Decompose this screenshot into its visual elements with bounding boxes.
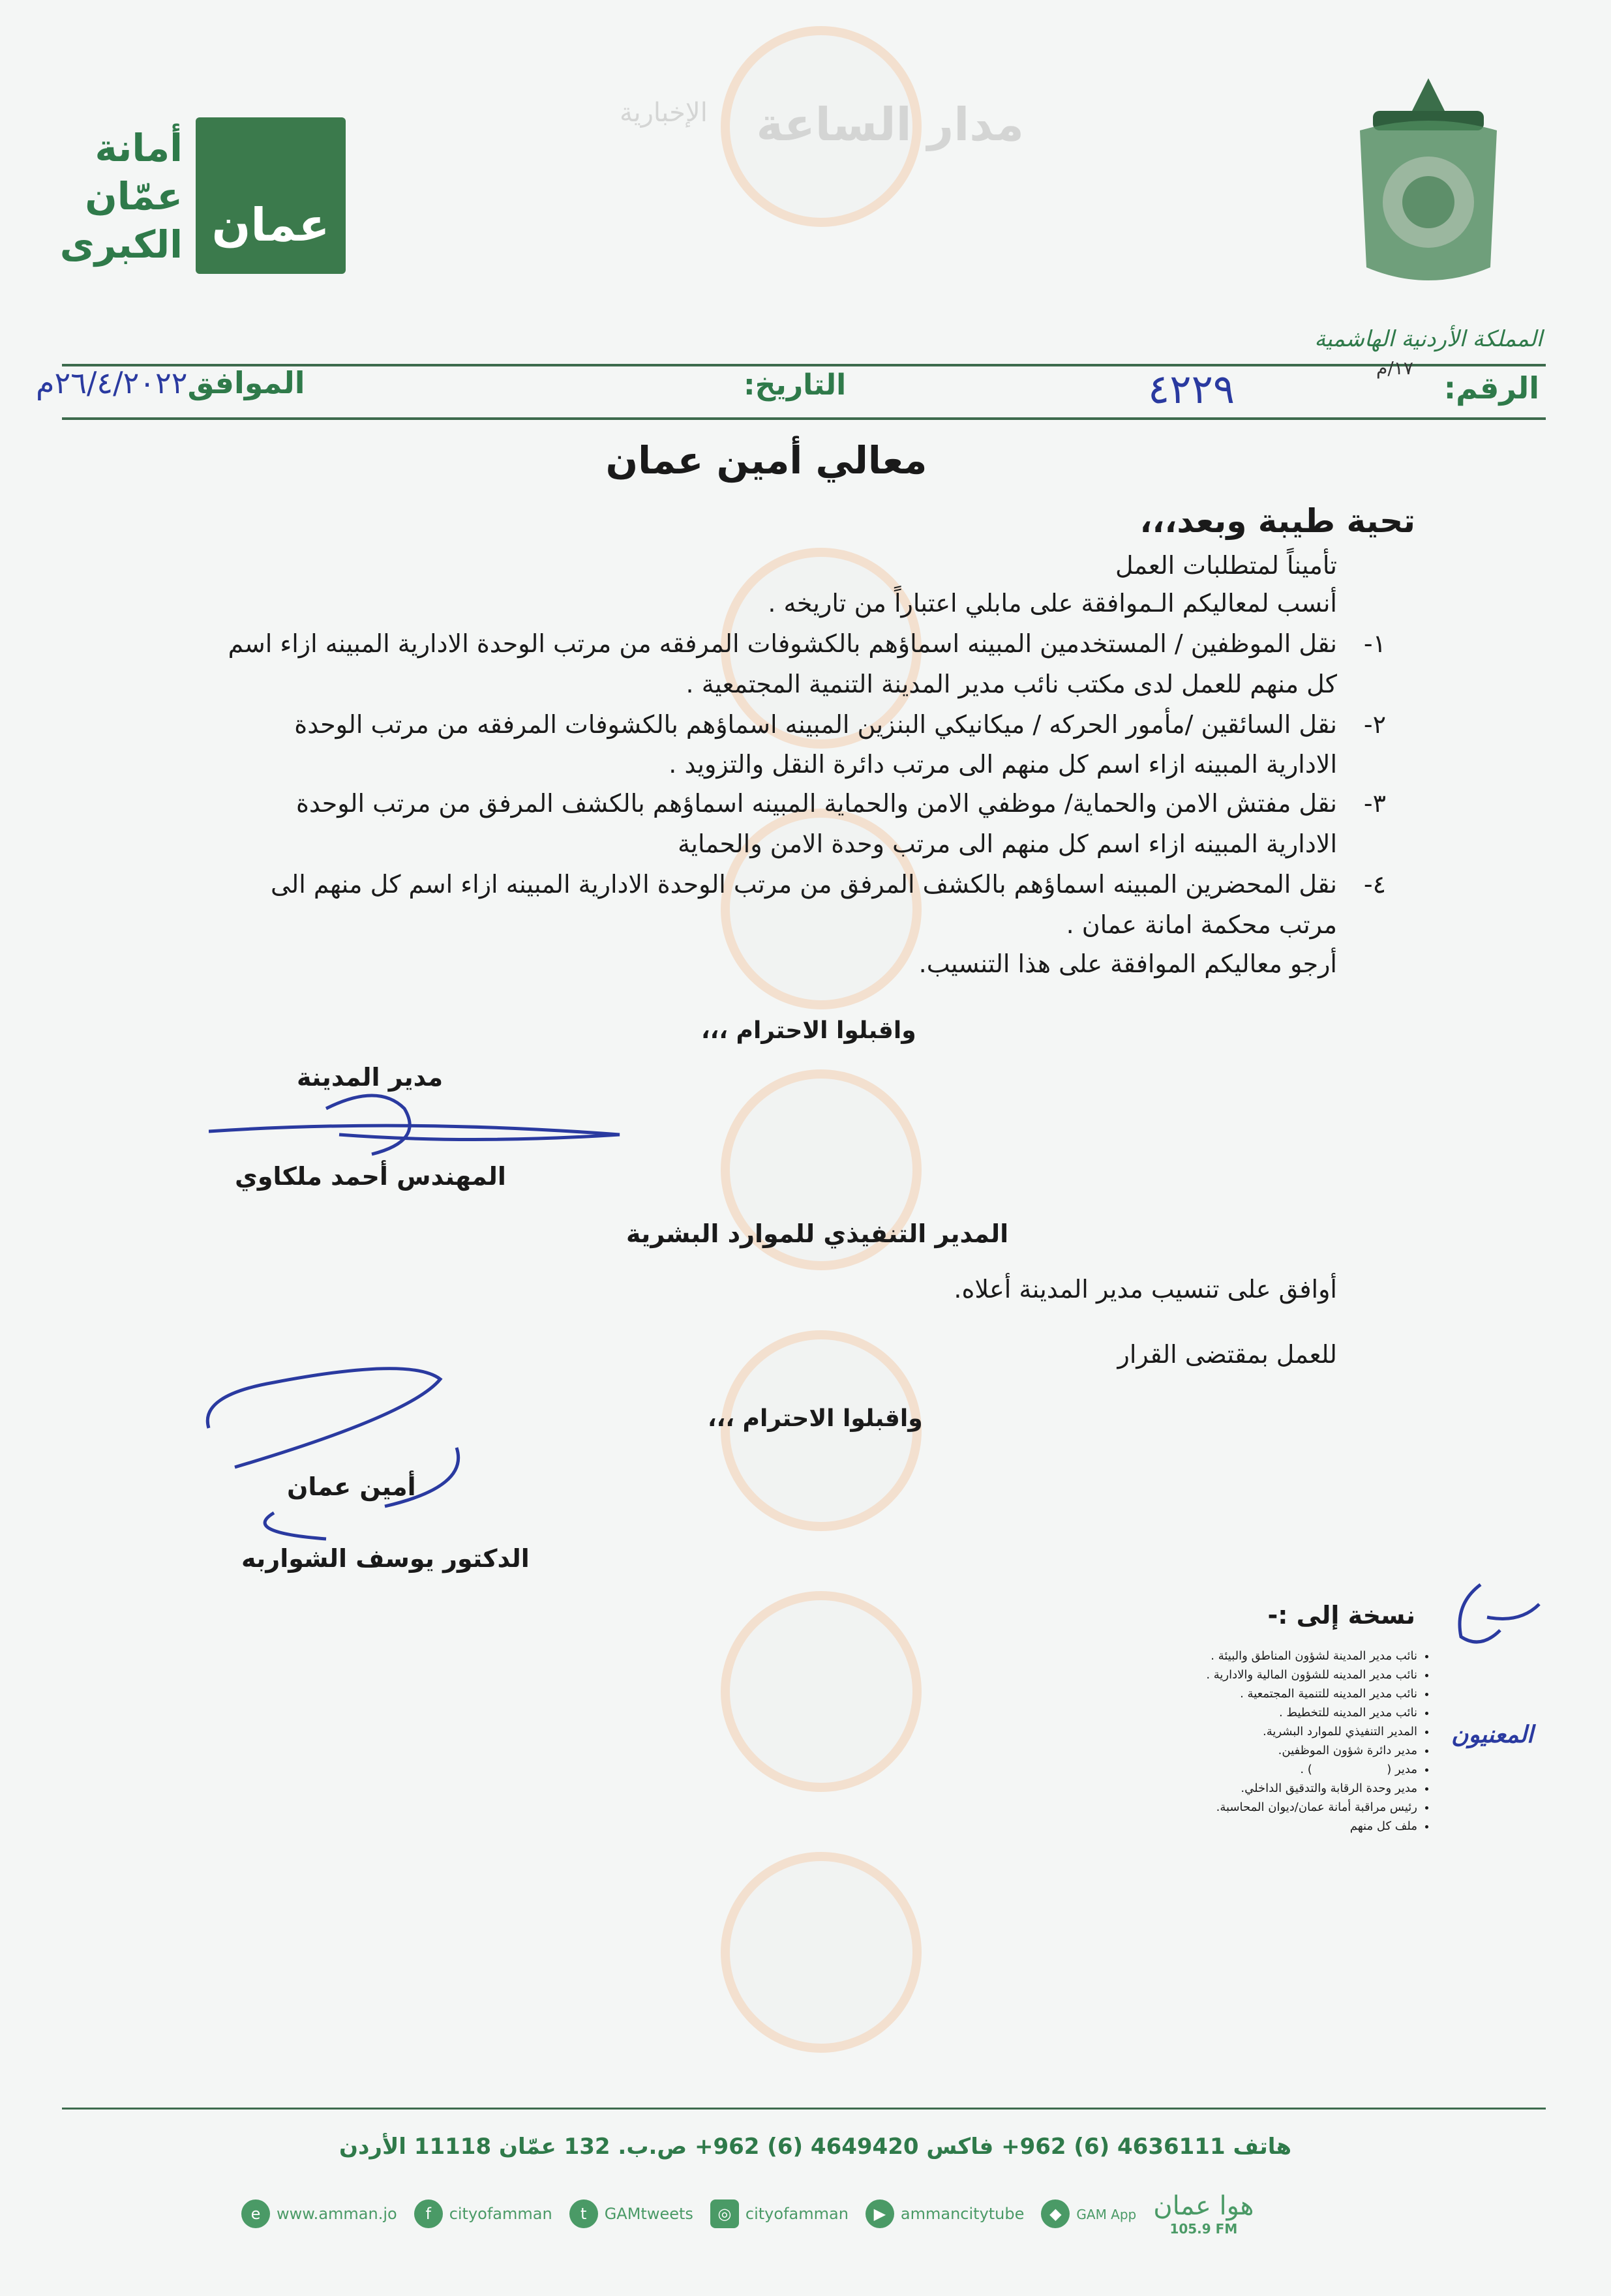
approval-line: للعمل بمقتضى القرار: [1117, 1340, 1337, 1369]
instagram-icon: ◎: [710, 2199, 739, 2228]
logo-line: أمانة: [95, 126, 183, 170]
watermark-sub: الإخبارية: [620, 98, 708, 128]
intro-line: أنسب لمعاليكم الـموافقة على مابلي اعتباراً من تاريخه .: [768, 589, 1337, 618]
gam-logo: [59, 117, 352, 280]
logo-mark: عمان: [196, 117, 346, 274]
regards: واقبلوا الاحترام ،،،: [701, 1017, 916, 1044]
ref-number: ٤٢٢٩: [1148, 365, 1235, 413]
social-label: www.amman.jo: [277, 2205, 397, 2223]
social-facebook[interactable]: [414, 2199, 552, 2228]
cc-list: [1206, 1647, 1432, 1836]
logo-line: الكبرى: [59, 222, 183, 267]
cc-item: • نائب مدير المدينة لشؤون المناطق والبيئة .: [1206, 1647, 1417, 1665]
intro-line: تأميناً لمتطلبات العمل: [1115, 551, 1337, 580]
cc-item: • مدير دائرة شؤون الموظفين.: [1206, 1741, 1417, 1760]
cc-item: • مدير وحدة الرقابة والتدقيق الداخلي.: [1206, 1779, 1417, 1798]
watermark-brand: مدار الساعة: [756, 98, 1024, 151]
header-divider-bottom: [62, 417, 1546, 420]
corresponding-date: ٢٦/٤/٢٠٢٢م: [36, 365, 188, 400]
signature-2: [196, 1356, 496, 1545]
initials-signature: [1441, 1578, 1546, 1663]
radio-logo: [1153, 2191, 1254, 2237]
item-line: الادارية المبينه ازاء اسم كل منهم الى مرتب دائرة النقل والتزويد .: [669, 750, 1337, 779]
social-label: GAM App: [1076, 2207, 1137, 2222]
addressee: معالي أمين عمان: [605, 438, 927, 483]
android-icon: ◆: [1041, 2199, 1070, 2228]
item-line: مرتب محكمة امانة عمان .: [1066, 910, 1337, 939]
greeting: تحية طيبة وبعد،،،: [1139, 502, 1415, 540]
watermark: [607, 26, 1024, 241]
signature-1: [209, 1056, 626, 1161]
jordan-emblem: [1334, 72, 1523, 320]
signatory1-title: مدير المدينة: [297, 1063, 444, 1092]
cc-item: • نائب مدير المدينه للتنمية المجتمعية .: [1206, 1684, 1417, 1703]
cc-item: • نائب مدير المدينه للتخطيط .: [1206, 1703, 1417, 1722]
cc-item: • رئيس مراقبة أمانة عمان/ديوان المحاسبة.: [1206, 1798, 1417, 1817]
social-youtube[interactable]: [866, 2199, 1024, 2228]
social-twitter[interactable]: [569, 2199, 693, 2228]
kingdom-label: المملكة الأردنية الهاشمية: [1314, 326, 1543, 352]
item-number: ٣-: [1363, 789, 1386, 818]
date-label: التاريخ:: [744, 368, 847, 402]
social-instagram[interactable]: [710, 2199, 849, 2228]
watermark: [607, 1852, 1024, 2067]
logo-line: عمّان: [85, 174, 183, 218]
signatory1-name: المهندس أحمد ملكاوي: [235, 1162, 506, 1191]
social-links: [241, 2191, 1254, 2237]
web-icon: e: [241, 2199, 270, 2228]
watermark: [607, 1069, 1024, 1285]
radio-name: هوا عمان: [1153, 2191, 1254, 2221]
handwritten-note: المعنيون: [1451, 1722, 1533, 1748]
item-line: نقل السائقين /مأمور الحركه / ميكانيكي البنزين المبينه اسماؤهم بالكشوفات المرفقه من مرتب الوحدة: [294, 710, 1337, 739]
cc-item: • مدير ( ) .: [1206, 1760, 1417, 1779]
social-label: GAMtweets: [604, 2205, 693, 2223]
item-number: ٤-: [1363, 870, 1386, 899]
item-line: الادارية المبينه ازاء اسم كل منهم الى مرتب وحدة الامن والحماية: [678, 829, 1337, 858]
social-label: cityofamman: [449, 2205, 552, 2223]
watermark: [607, 1330, 1024, 1545]
social-app[interactable]: [1041, 2199, 1136, 2228]
cc-item: • نائب مدير المدينه للشؤون المالية والادارية .: [1206, 1665, 1417, 1684]
footer-divider: [62, 2108, 1546, 2110]
ref-label: الرقم:: [1443, 370, 1539, 406]
approval-regards: واقبلوا الاحترام ،،،: [708, 1405, 923, 1432]
signatory2-name: الدكتور يوسف الشواربه: [241, 1544, 530, 1573]
item-line: نقل المحضرين المبينه اسماؤهم بالكشف المرفق من مرتب الوحدة الادارية المبينه ازاء اسم كل منهم الى: [270, 870, 1337, 899]
closing-request: أرجو معاليكم الموافقة على هذا التنسيب.: [918, 949, 1337, 978]
item-line: نقل مفتش الامن والحماية/ موظفي الامن والحماية المبينه اسماؤهم بالكشف المرفق من مرتب الوحدة: [295, 789, 1337, 818]
corresponding-date-field: [36, 365, 305, 400]
item-number: ٢-: [1363, 710, 1386, 739]
facebook-icon: f: [414, 2199, 443, 2228]
approval-line: أوافق على تنسيب مدير المدينة أعلاه.: [954, 1275, 1337, 1304]
social-label: cityofamman: [745, 2205, 849, 2223]
corresponding-label: الموافق: [187, 365, 305, 400]
ref-prefix: ١٧/م: [1376, 357, 1413, 379]
cc-item: • المدير التنفيذي للموارد البشرية.: [1206, 1722, 1417, 1741]
hr-director-title: المدير التنفيذي للموارد البشرية: [626, 1219, 1009, 1248]
item-number: ١-: [1363, 629, 1386, 658]
item-line: كل منهم للعمل لدى مكتب نائب مدير المدينة التنمية المجتمعية .: [685, 670, 1337, 698]
social-web[interactable]: [241, 2199, 397, 2228]
cc-item: • ملف كل منهم: [1206, 1817, 1417, 1836]
watermark: [607, 1591, 1024, 1806]
twitter-icon: t: [569, 2199, 598, 2228]
signatory2-title: أمين عمان: [287, 1472, 416, 1501]
social-label: ammancitytube: [900, 2205, 1025, 2223]
cc-title: نسخة إلى :-: [1267, 1601, 1415, 1630]
youtube-icon: ▶: [866, 2199, 894, 2228]
radio-frequency: 105.9 FM: [1169, 2221, 1238, 2237]
item-line: نقل الموظفين / المستخدمين المبينه اسماؤهم بالكشوفات المرفقه من مرتب الوحدة الادارية المبينه ازاء اسم: [228, 629, 1337, 658]
footer-contact: هاتف 4636111 (6) 962+ فاكس 4649420 (6) 962+ ص.ب. 132 عمّان 11118 الأردن: [339, 2134, 1292, 2160]
